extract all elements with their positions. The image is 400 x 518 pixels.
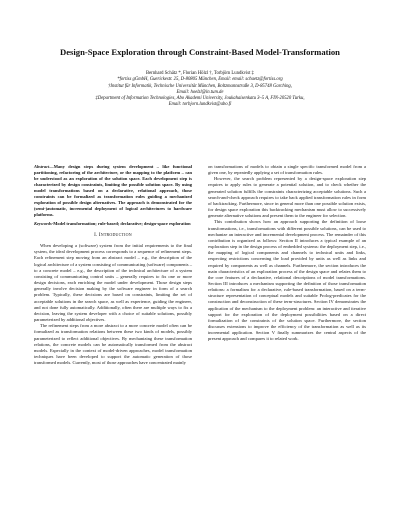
right-column [208,164,366,343]
affiliation-2-email: Email: hoelzl@in.tum.de [176,89,224,95]
affiliation-2: †Institut für Informatik, Technische Universität München, Boltzmannstraße 3, D-85748 Garching, [108,83,292,89]
right-paragraph-1: on transformations of models to obtain a single specific transformed model from a given one, by repeatedly applying a set of transformation rules. [208,164,366,176]
keywords-lead: Keywords [34,221,52,226]
affiliation-3-email: Email: torbjorn.lundkvist@abo.fi [168,102,232,108]
intro-paragraph-1: When developing a (software) system from the initial requirements to the final system, the ideal development process corresponds to a sequence of refinement steps. Each refinement step moving from an abstract model – e.g., the description of the logical architecture of a system consisting of communicating (software) components – to a concrete model – e.g., the description of the technical architecture of a system consisting of communicating control units – generally requires to fix one or more design decisions, each enriching the model under development. Those design steps generally involve decision making by the software engineer in form of a search problem. Typically, these decisions are based on constraints, limiting the set of acceptable solutions in the search space, as well as experience, guiding the engineer, and not done fully automatically. Additionally, often there are multiple ways to fix a decision, leaving the system developer with a choice of suitable solutions, possibly parameterized by additional objectives. [34,243,192,323]
affiliation-3: ‡Department of Information Technologies, Abo Akademi University, Joukahaisenkatu 3–5 A, FIN-20520 Turku, [95,96,305,102]
paper-title: Design-Space Exploration through Constraint-Based Model-Transformation [60,47,340,57]
author-block [20,71,380,109]
abstract [34,164,192,218]
left-column [34,164,192,366]
affiliation-1: *fortiss gGmbH, Guerickestr. 25, D-80805 München, Email: email: schaetz@fortiss.org [117,77,283,83]
intro-paragraph-2: The refinement steps from a more abstract to a more concrete model often can be formalized as transformation relations between these two kinds of models, possibly parameterized to reflect additional objectives. By mechanizing these transformation relations, the concrete models can be automatically transformed from the abstract models. Especially in the context of model-driven approaches, model transformation techniques have been developed to support the automatic generation of those transformed models. Currently, most of those approaches have concentrated mainly [34,323,192,366]
right-paragraph-3: This contribution shows how an approach supporting the definition of loose transformations, i.e., transformations with different possible solutions, can be used to mechanize an interactive and incremental development process. The remainder of this contribution is organized as follows: Section II introduces a typical example of an exploration step in the design process of embedded systems: the deployment step, i.e., the mapping of logical components and channels to technical units and links, respecting restrictions concerning the load provided by units as well as links and required by components as well as channels. Furthermore, the section introduces the main characteristics of an exploration process of the design space and relates them to the core features of a declarative, relational descriptions of model transformations. Section III introduces a mechanism supporting the definition of those transformation relations: a formalism for a declarative, rule-based transformation, based on a term-structure representation of conceptual models and suitable Prolog-predicates for the construction and deconstruction of these term-structures. Section IV demonstrates the application of the mechanism to the deployment problem: an interactive and iterative support for the exploration of the deployment possibilities based on a direct formalization of the constraints of the solution space. Furthermore, the section discusses extensions to improve the efficiency of the transformation as well as its incremental application. Section V finally summarizes the central aspects of the present approach and compares it to related work. [208,219,366,342]
abstract-text: —Many design steps during system development – like functional partitioning, refactoring of the architecture, or the mapping to the platform – can be understood as an exploration of the solution space. Each development step is characterized by design constraints, limiting the possible solution space. By using model transformations based on a declarative, relational approach, those constraints can be formalized as transformation rules guiding a mechanized exploration of possible design alternatives. The approach is demonstrated for the (semi-)automatic, incremental deployment of logical architectures to hardware platforms. [34,164,192,217]
abstract-lead: Abstract [34,164,50,169]
keywords-text: -Model transformation; rule-based; declarative; design-space exploration [51,221,191,226]
right-paragraph-2: However, the search problem represented by a design-space exploration step requires to apply rules to generate a potential solution, and to check whether the generated solution fulfills the constraints characterizing acceptable solutions. Such a search-and-check approach requires to take back applied transformation rules in form of backtracking. Furthermore, since in general more than one possible solution exists, for design space exploration this backtracking mechanism must allow to successively generate alternative solutions and present them to the engineer for selection. [208,176,366,219]
section-heading-introduction: I. Introduction [94,233,132,238]
keywords [34,221,192,227]
author-names: Bernhard Schätz *, Florian Hölzl †, Torbjörn Lundkvist ‡ [146,71,254,76]
